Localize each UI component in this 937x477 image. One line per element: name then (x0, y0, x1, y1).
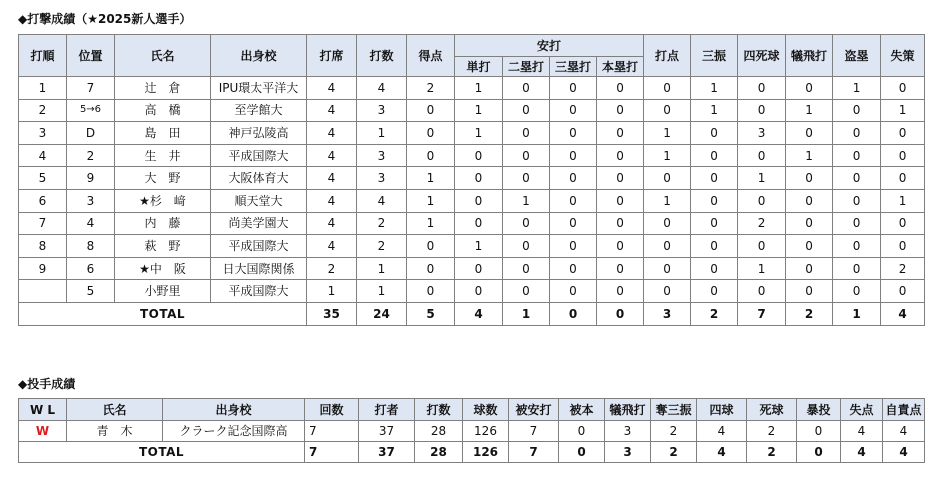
cell-single: 1 (455, 235, 503, 258)
cell-rbi: 1 (644, 189, 691, 212)
cell-name: 小野里 (115, 280, 211, 303)
cell-school: 日大国際関係 (211, 257, 307, 280)
header-ab: 打数 (357, 35, 407, 77)
cell-sb: 0 (833, 212, 881, 235)
cell-triple: 0 (550, 235, 597, 258)
header-position: 位置 (67, 35, 115, 77)
total-runs: 5 (407, 302, 455, 325)
cell-sac: 0 (786, 167, 833, 190)
cell-so: 0 (691, 280, 738, 303)
batting-row (19, 99, 925, 122)
header-so: 三振 (691, 35, 738, 77)
cell-sb: 1 (833, 77, 881, 100)
cell-name: 内 藤 (115, 212, 211, 235)
batting-row (19, 189, 925, 212)
header-pitcher-sac: 犠飛打 (605, 399, 651, 421)
cell-so: 0 (691, 189, 738, 212)
header-pitches: 球数 (463, 399, 509, 421)
cell-name: ★中 阪 (115, 257, 211, 280)
cell-order: 6 (19, 189, 67, 212)
cell-so: 0 (691, 257, 738, 280)
cell-runs: 1 (407, 189, 455, 212)
header-rbi: 打点 (644, 35, 691, 77)
cell-bb-hbp: 0 (738, 280, 786, 303)
cell-double: 0 (503, 257, 550, 280)
batting-row (19, 77, 925, 100)
pitching-total-label: TOTAL (19, 442, 305, 463)
cell-ab: 2 (357, 212, 407, 235)
cell-runs: 0 (407, 235, 455, 258)
cell-runs: 1 (407, 167, 455, 190)
cell-runs: 0 (407, 99, 455, 122)
cell-single: 0 (455, 257, 503, 280)
cell-runs: 1 (407, 212, 455, 235)
total-sac: 2 (786, 302, 833, 325)
cell-pa: 4 (307, 77, 357, 100)
cell-runs: 0 (407, 122, 455, 145)
cell-pa: 4 (307, 144, 357, 167)
header-batters: 打者 (359, 399, 415, 421)
header-pitcher-school: 出身校 (163, 399, 305, 421)
cell-sb: 0 (833, 99, 881, 122)
batting-row (19, 235, 925, 258)
cell-pa: 1 (307, 280, 357, 303)
header-innings: 回数 (305, 399, 359, 421)
cell-rbi: 0 (644, 212, 691, 235)
cell-hr: 0 (597, 212, 644, 235)
header-pitcher-name: 氏名 (67, 399, 163, 421)
header-sac: 犠飛打 (786, 35, 833, 77)
header-wl: W L (19, 399, 67, 421)
pitcher-runs: 4 (841, 421, 883, 442)
header-hr: 本塁打 (597, 57, 644, 77)
cell-so: 0 (691, 144, 738, 167)
cell-double: 0 (503, 280, 550, 303)
cell-hr: 0 (597, 189, 644, 212)
cell-school: 至学館大 (211, 99, 307, 122)
total-bb-hbp: 7 (738, 302, 786, 325)
cell-double: 0 (503, 77, 550, 100)
cell-triple: 0 (550, 144, 597, 167)
header-err: 失策 (881, 35, 925, 77)
header-pa: 打席 (307, 35, 357, 77)
cell-name: ★杉 﨑 (115, 189, 211, 212)
cell-single: 0 (455, 280, 503, 303)
cell-position: 3 (67, 189, 115, 212)
pitching-total-row (19, 442, 925, 463)
cell-so: 0 (691, 167, 738, 190)
header-single: 単打 (455, 57, 503, 77)
cell-bb-hbp: 0 (738, 235, 786, 258)
cell-sb: 0 (833, 144, 881, 167)
cell-hr: 0 (597, 99, 644, 122)
cell-hr: 0 (597, 235, 644, 258)
cell-name: 辻 倉 (115, 77, 211, 100)
total-ab: 24 (357, 302, 407, 325)
cell-position: D (67, 122, 115, 145)
cell-single: 1 (455, 99, 503, 122)
pitching-total-batters: 37 (359, 442, 415, 463)
batting-total-row (19, 302, 925, 325)
header-double: 二塁打 (503, 57, 550, 77)
cell-sac: 0 (786, 189, 833, 212)
cell-pa: 2 (307, 257, 357, 280)
total-so: 2 (691, 302, 738, 325)
total-hr: 0 (597, 302, 644, 325)
cell-pa: 4 (307, 167, 357, 190)
cell-single: 1 (455, 122, 503, 145)
cell-rbi: 1 (644, 122, 691, 145)
total-label: TOTAL (19, 302, 307, 325)
cell-position: 8 (67, 235, 115, 258)
batting-title: ◆打撃成績（★2025新人選手） (18, 12, 192, 26)
batting-row (19, 167, 925, 190)
cell-rbi: 0 (644, 257, 691, 280)
pitching-total-sac: 3 (605, 442, 651, 463)
total-err: 4 (881, 302, 925, 325)
cell-triple: 0 (550, 99, 597, 122)
cell-ab: 1 (357, 122, 407, 145)
pitching-title: ◆投手成績 (18, 377, 76, 391)
cell-ab: 3 (357, 144, 407, 167)
cell-so: 0 (691, 122, 738, 145)
cell-name: 生 井 (115, 144, 211, 167)
cell-bb-hbp: 0 (738, 99, 786, 122)
cell-double: 0 (503, 122, 550, 145)
batting-row (19, 122, 925, 145)
cell-err: 1 (881, 99, 925, 122)
cell-position: 7 (67, 77, 115, 100)
cell-hr: 0 (597, 280, 644, 303)
pitching-total-pitches: 126 (463, 442, 509, 463)
cell-ab: 2 (357, 235, 407, 258)
pitcher-name: 青 木 (67, 421, 163, 442)
cell-name: 高 橋 (115, 99, 211, 122)
cell-sb: 0 (833, 257, 881, 280)
cell-ab: 1 (357, 257, 407, 280)
cell-err: 0 (881, 122, 925, 145)
cell-single: 0 (455, 212, 503, 235)
cell-single: 1 (455, 77, 503, 100)
header-walks: 四球 (697, 399, 747, 421)
cell-school: 神戸弘陵高 (211, 122, 307, 145)
header-hits-allowed: 被安打 (509, 399, 559, 421)
pitcher-batters: 37 (359, 421, 415, 442)
cell-err: 0 (881, 77, 925, 100)
cell-bb-hbp: 0 (738, 189, 786, 212)
total-double: 1 (503, 302, 550, 325)
batting-row (19, 280, 925, 303)
cell-ab: 4 (357, 77, 407, 100)
pitching-total-so: 2 (651, 442, 697, 463)
cell-sac: 0 (786, 257, 833, 280)
cell-double: 0 (503, 167, 550, 190)
cell-order: 8 (19, 235, 67, 258)
cell-sb: 0 (833, 122, 881, 145)
header-wild-pitch: 暴投 (797, 399, 841, 421)
pitcher-school: クラーク記念国際高 (163, 421, 305, 442)
cell-ab: 3 (357, 99, 407, 122)
cell-triple: 0 (550, 167, 597, 190)
cell-order: 7 (19, 212, 67, 235)
total-rbi: 3 (644, 302, 691, 325)
cell-position: 5→6 (67, 99, 115, 122)
cell-position: 2 (67, 144, 115, 167)
cell-runs: 2 (407, 77, 455, 100)
total-triple: 0 (550, 302, 597, 325)
cell-double: 0 (503, 235, 550, 258)
header-name: 氏名 (115, 35, 211, 77)
total-single: 4 (455, 302, 503, 325)
cell-triple: 0 (550, 122, 597, 145)
pitcher-hits: 7 (509, 421, 559, 442)
header-school: 出身校 (211, 35, 307, 77)
cell-err: 0 (881, 235, 925, 258)
cell-sb: 0 (833, 280, 881, 303)
cell-order: 5 (19, 167, 67, 190)
cell-school: 大阪体育大 (211, 167, 307, 190)
pitching-total-hits: 7 (509, 442, 559, 463)
header-triple: 三塁打 (550, 57, 597, 77)
cell-triple: 0 (550, 280, 597, 303)
cell-bb-hbp: 1 (738, 257, 786, 280)
pitching-total-innings: 7 (305, 442, 359, 463)
cell-so: 0 (691, 212, 738, 235)
cell-sac: 0 (786, 122, 833, 145)
header-runs-allowed: 失点 (841, 399, 883, 421)
cell-rbi: 0 (644, 280, 691, 303)
cell-err: 0 (881, 167, 925, 190)
cell-double: 0 (503, 144, 550, 167)
cell-pa: 4 (307, 189, 357, 212)
cell-sac: 1 (786, 99, 833, 122)
cell-so: 1 (691, 99, 738, 122)
cell-runs: 0 (407, 280, 455, 303)
pitching-total-ab: 28 (415, 442, 463, 463)
cell-hr: 0 (597, 257, 644, 280)
cell-triple: 0 (550, 77, 597, 100)
cell-hr: 0 (597, 122, 644, 145)
cell-double: 0 (503, 212, 550, 235)
cell-triple: 0 (550, 257, 597, 280)
cell-runs: 0 (407, 257, 455, 280)
batting-row (19, 144, 925, 167)
cell-order: 2 (19, 99, 67, 122)
cell-double: 1 (503, 189, 550, 212)
cell-single: 0 (455, 144, 503, 167)
header-hits-group: 安打 (455, 35, 644, 57)
cell-ab: 3 (357, 167, 407, 190)
cell-so: 0 (691, 235, 738, 258)
cell-order: 9 (19, 257, 67, 280)
cell-school: 平成国際大 (211, 144, 307, 167)
cell-pa: 4 (307, 122, 357, 145)
header-bb-hbp: 四死球 (738, 35, 786, 77)
pitcher-pitches: 126 (463, 421, 509, 442)
cell-bb-hbp: 0 (738, 144, 786, 167)
cell-double: 0 (503, 99, 550, 122)
cell-sb: 0 (833, 235, 881, 258)
total-sb: 1 (833, 302, 881, 325)
header-sb: 盗塁 (833, 35, 881, 77)
cell-rbi: 0 (644, 167, 691, 190)
cell-triple: 0 (550, 212, 597, 235)
cell-bb-hbp: 2 (738, 212, 786, 235)
pitcher-er: 4 (883, 421, 925, 442)
cell-sac: 1 (786, 144, 833, 167)
header-pitcher-ab: 打数 (415, 399, 463, 421)
cell-ab: 4 (357, 189, 407, 212)
cell-ab: 1 (357, 280, 407, 303)
pitcher-hr: 0 (559, 421, 605, 442)
pitcher-sac: 3 (605, 421, 651, 442)
batting-row (19, 257, 925, 280)
cell-order (19, 280, 67, 303)
cell-school: 尚美学園大 (211, 212, 307, 235)
cell-order: 1 (19, 77, 67, 100)
pitcher-wl: W (19, 421, 67, 442)
cell-name: 萩 野 (115, 235, 211, 258)
pitching-total-runs: 4 (841, 442, 883, 463)
cell-err: 0 (881, 212, 925, 235)
cell-sb: 0 (833, 167, 881, 190)
pitching-header-row (19, 399, 925, 421)
cell-hr: 0 (597, 77, 644, 100)
cell-school: 平成国際大 (211, 235, 307, 258)
cell-hr: 0 (597, 167, 644, 190)
cell-pa: 4 (307, 212, 357, 235)
cell-school: IPU環太平洋大 (211, 77, 307, 100)
cell-position: 6 (67, 257, 115, 280)
cell-rbi: 0 (644, 77, 691, 100)
pitching-row (19, 421, 925, 442)
cell-single: 0 (455, 189, 503, 212)
cell-pa: 4 (307, 99, 357, 122)
cell-rbi: 0 (644, 99, 691, 122)
cell-sac: 0 (786, 280, 833, 303)
pitcher-hbp: 2 (747, 421, 797, 442)
pitcher-ab: 28 (415, 421, 463, 442)
cell-school: 平成国際大 (211, 280, 307, 303)
header-order: 打順 (19, 35, 67, 77)
cell-err: 1 (881, 189, 925, 212)
pitching-total-hbp: 2 (747, 442, 797, 463)
header-strikeouts: 奪三振 (651, 399, 697, 421)
cell-school: 順天堂大 (211, 189, 307, 212)
cell-bb-hbp: 3 (738, 122, 786, 145)
cell-name: 島 田 (115, 122, 211, 145)
pitching-table (18, 398, 925, 463)
cell-position: 5 (67, 280, 115, 303)
cell-rbi: 0 (644, 235, 691, 258)
cell-sac: 0 (786, 212, 833, 235)
pitcher-so: 2 (651, 421, 697, 442)
cell-triple: 0 (550, 189, 597, 212)
pitching-total-bb: 4 (697, 442, 747, 463)
cell-rbi: 1 (644, 144, 691, 167)
cell-so: 1 (691, 77, 738, 100)
pitcher-wp: 0 (797, 421, 841, 442)
batting-row (19, 212, 925, 235)
header-earned-runs: 自責点 (883, 399, 925, 421)
cell-position: 9 (67, 167, 115, 190)
cell-sac: 0 (786, 235, 833, 258)
batting-header-row (19, 35, 925, 57)
cell-runs: 0 (407, 144, 455, 167)
cell-sac: 0 (786, 77, 833, 100)
cell-order: 4 (19, 144, 67, 167)
cell-err: 0 (881, 280, 925, 303)
cell-sb: 0 (833, 189, 881, 212)
cell-single: 0 (455, 167, 503, 190)
batting-table (18, 34, 925, 326)
pitcher-bb: 4 (697, 421, 747, 442)
header-runs: 得点 (407, 35, 455, 77)
cell-bb-hbp: 0 (738, 77, 786, 100)
cell-order: 3 (19, 122, 67, 145)
cell-hr: 0 (597, 144, 644, 167)
pitcher-innings: 7 (305, 421, 359, 442)
cell-err: 2 (881, 257, 925, 280)
total-pa: 35 (307, 302, 357, 325)
cell-pa: 4 (307, 235, 357, 258)
pitching-total-hr: 0 (559, 442, 605, 463)
pitching-total-er: 4 (883, 442, 925, 463)
cell-bb-hbp: 1 (738, 167, 786, 190)
cell-name: 大 野 (115, 167, 211, 190)
cell-err: 0 (881, 144, 925, 167)
cell-position: 4 (67, 212, 115, 235)
pitching-total-wp: 0 (797, 442, 841, 463)
header-hr-allowed: 被本 (559, 399, 605, 421)
header-hbp: 死球 (747, 399, 797, 421)
